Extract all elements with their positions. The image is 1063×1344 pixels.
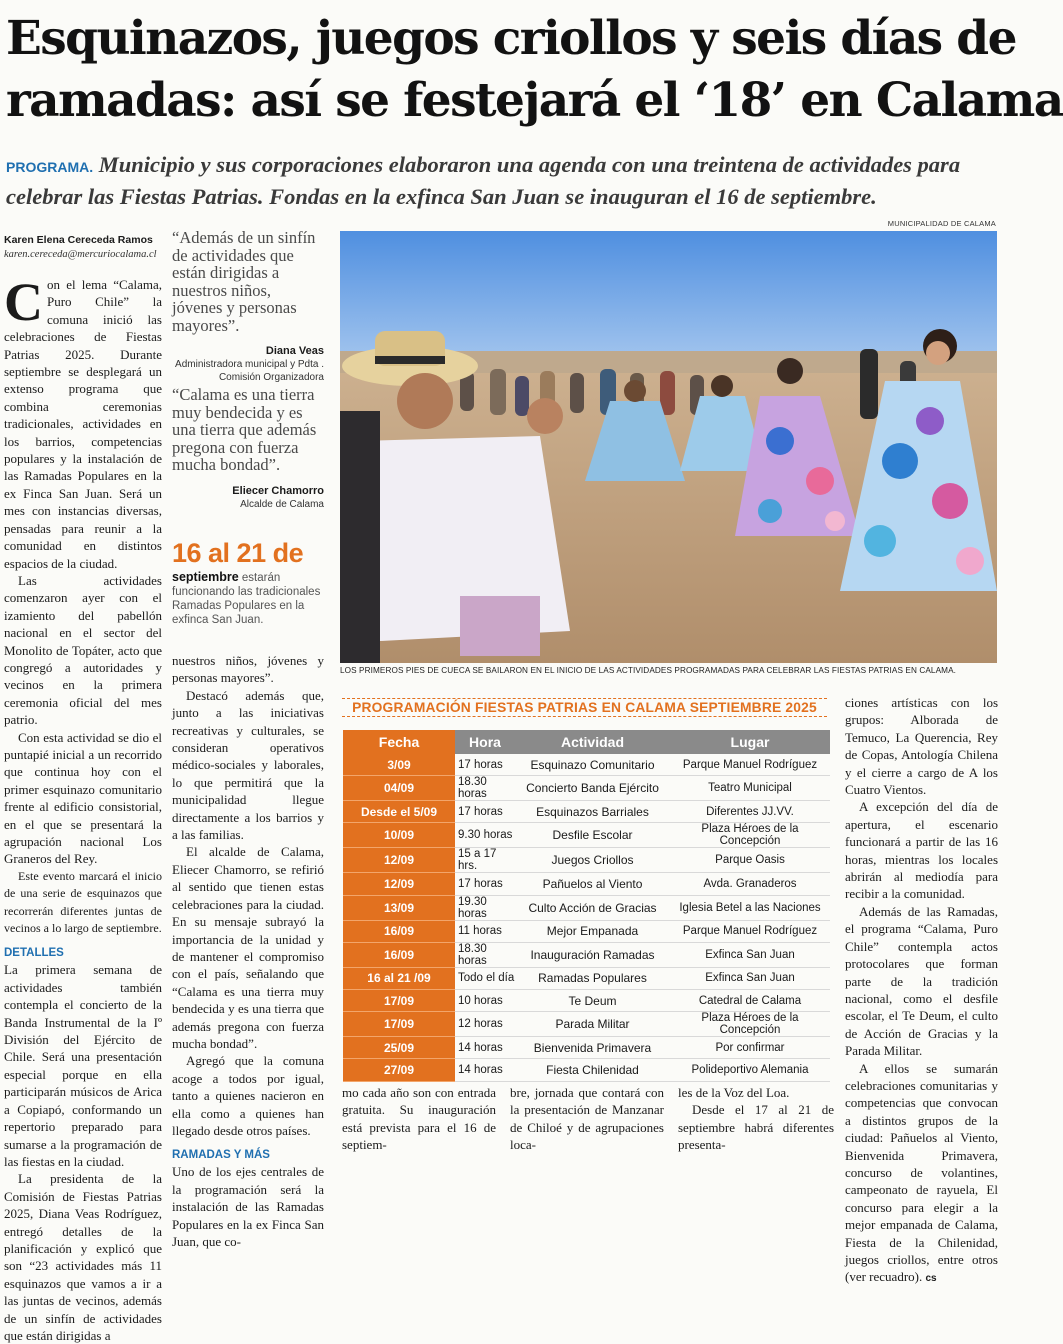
paragraph: A ellos se sumarán celebraciones comunitarias y competencias que convocan a distintos grupos de la ciudad: Pañuelos al Viento, Bienvenida Primavera, concurso de volantines, campeonato de rayuela, El concurso para elegir a la mejor empanada de Calama, Fiesta de la Chilenidad, juegos criollos, entre otros (ver recuadro). cs <box>845 1060 998 1285</box>
table-row <box>343 968 830 990</box>
table-header-row <box>343 730 830 754</box>
article-column-1 <box>4 233 162 1344</box>
table-cell: Esquinazo Comunitario <box>515 754 670 776</box>
paragraph: Este evento marcará el inicio de una serie de esquinazos que recorrerán diferentes juntas de vecinos a lo largo de septiembre. <box>4 868 162 936</box>
table-cell: Pañuelos al Viento <box>515 873 670 895</box>
table-cell: Parada Militar <box>515 1012 670 1037</box>
table-cell: 17/09 <box>343 1012 455 1037</box>
table-cell: 04/09 <box>343 776 455 801</box>
table-cell: Parque Manuel Rodríguez <box>670 754 830 776</box>
section-heading: DETALLES <box>4 947 64 960</box>
table-cell: Ramadas Populares <box>515 968 670 990</box>
pull-quote: “Además de un sinfín de actividades que están dirigidas a nuestros niños, jóvenes y personas mayores”. <box>172 228 316 335</box>
paragraph: Con el lema “Calama, Puro Chile” la comuna inició las celebraciones de Fiestas Patrias 2025. Durante septiembre se desplegará un extenso programa que combina ceremonias tradicionales, actividades en los barrios, competencias populares y la instalación de las Ramadas Populares en la ex Finca San Juan. Será un mes con instancias diversas, pensadas para reunir a la comunidad en distintos espacios de la ciudad. <box>4 272 162 571</box>
quote-block-2 <box>172 386 324 511</box>
table-cell: 10 horas <box>455 990 515 1012</box>
table-row <box>343 990 830 1012</box>
table-cell: 27/09 <box>343 1059 455 1081</box>
paragraph: La presidenta de la Comisión de Fiestas Patrias 2025, Diana Veas Rodríguez, entregó detalles de la planificación y explicó que son “23 actividades más 11 esquinazos que vamos a ir a las juntas de vecinos, además de un sinfín de actividades que están dirigidas a <box>4 1171 162 1343</box>
table-cell: 17 horas <box>455 801 515 823</box>
table-cell: Exfinca San Juan <box>670 968 830 990</box>
pull-quote: “Calama es una tierra muy bendecida y es una tierra que además pregona con fuerza mucha bondad”. <box>172 385 317 474</box>
table-row <box>343 823 830 848</box>
paragraph: nuestros niños, jóvenes y personas mayores”. <box>172 653 324 686</box>
paragraph: ciones artísticas con los grupos: Alborada de Temuco, La Querencia, Rey de Copas, Antología Chilena y el cierre a cargo de A los Cuatro Vientos. <box>845 695 998 798</box>
article-column-6 <box>845 694 998 1288</box>
article-column-4 <box>510 1084 664 1154</box>
quote-block-1 <box>172 229 324 384</box>
paragraph: mo cada año son con entrada gratuita. Su inauguración está prevista para el 16 de septiem- <box>342 1085 496 1153</box>
table-row <box>343 1059 830 1081</box>
headline-line-2: ramadas: así se festejará el ‘18’ en Calama <box>6 73 1063 128</box>
table-cell: 12 horas <box>455 1012 515 1037</box>
table-cell: Parque Oasis <box>670 848 830 873</box>
paragraph: Uno de los ejes centrales de la programación será la instalación de las Ramadas Populares en la ex Finca San Juan, que co- <box>172 1164 324 1249</box>
quote-author-role: Alcalde de Calama <box>240 498 324 510</box>
table-cell: Todo el día <box>455 968 515 990</box>
table-cell: Plaza Héroes de la Concepción <box>670 823 830 848</box>
section-heading: RAMADAS Y MÁS <box>172 1149 270 1162</box>
table-row <box>343 921 830 943</box>
end-mark: cs <box>925 1273 937 1285</box>
photo-illustration <box>340 231 997 663</box>
table-cell: 25/09 <box>343 1037 455 1059</box>
table-cell: Te Deum <box>515 990 670 1012</box>
table-cell: Catedral de Calama <box>670 990 830 1012</box>
table-cell: Concierto Banda Ejército <box>515 776 670 801</box>
paragraph: Agregó que la comuna acoge a todos por igual, tanto a quienes nacieron en ella como a quienes han llegado desde otros países. <box>172 1053 324 1138</box>
paragraph: Destacó además que, junto a las iniciativas recreativas y culturales, se consideran operativos médico-sociales y laborales, lo que permitirá que la municipalidad llegue directamente a los barrios y a las familias. <box>172 687 324 843</box>
table-row <box>343 896 830 921</box>
column-header: Lugar <box>670 730 830 754</box>
table-row <box>343 754 830 776</box>
table-cell: 14 horas <box>455 1059 515 1081</box>
table-cell: 18.30 horas <box>455 943 515 968</box>
table-cell: Desfile Escolar <box>515 823 670 848</box>
table-cell: 12/09 <box>343 873 455 895</box>
table-cell: 16/09 <box>343 943 455 968</box>
table-cell: 17 horas <box>455 754 515 776</box>
paragraph: les de la Voz del Loa. <box>678 1085 790 1100</box>
paragraph: A excepción del día de apertura, el escenario funcionará a partir de las 16 horas, mientras los locales abrirán al mediodía para recibir a la comunidad. <box>845 799 998 902</box>
table-cell: 17/09 <box>343 990 455 1012</box>
paragraph: Desde el 17 al 21 de septiembre habrá diferentes presenta- <box>678 1102 834 1153</box>
table-row <box>343 801 830 823</box>
table-row <box>343 943 830 968</box>
author-email: karen.cereceda@mercuriocalama.cl <box>4 249 157 260</box>
column-header: Fecha <box>343 730 455 754</box>
quote-author: Diana Veas <box>265 345 324 357</box>
subheadline <box>6 150 996 211</box>
article-column-2 <box>172 652 324 1250</box>
table-cell: Juegos Criollos <box>515 848 670 873</box>
table-cell: 15 a 17 hrs. <box>455 848 515 873</box>
author-name: Karen Elena Cereceda Ramos <box>4 234 153 246</box>
quote-author-role: Administradora municipal y Pdta . Comisión Organizadora <box>175 359 324 383</box>
table-cell: 16/09 <box>343 921 455 943</box>
table-cell: 14 horas <box>455 1037 515 1059</box>
highlight-dates: 16 al 21 de <box>172 538 304 568</box>
table-cell: Culto Acción de Gracias <box>515 896 670 921</box>
paragraph: El alcalde de Calama, Eliecer Chamorro, se refirió al sentido que tienen estas celebraciones para la ciudad. En su mensaje subrayó la importancia de la unidad y de mantener el compromiso con el país, señalando que “Calama es una tierra muy bendecida y es una tierra que además pregona con fuerza mucha bondad”. <box>172 844 324 1051</box>
table-row <box>343 873 830 895</box>
table-cell: 12/09 <box>343 848 455 873</box>
table-cell: Esquinazos Barriales <box>515 801 670 823</box>
table-cell: Por confirmar <box>670 1037 830 1059</box>
column-header: Actividad <box>515 730 670 754</box>
table-cell: Mejor Empanada <box>515 921 670 943</box>
table-row <box>343 1037 830 1059</box>
schedule-table <box>343 730 830 1082</box>
table-cell: Desde el 5/09 <box>343 801 455 823</box>
table-cell: Iglesia Betel a las Naciones <box>670 896 830 921</box>
table-cell: Fiesta Chilenidad <box>515 1059 670 1081</box>
paragraph: Además de las Ramadas, el programa “Calama, Puro Chile” contempla actos protocolares que forman parte de la tradición nacional, como el desfile escolar, el Te Deum, el culto de Acción de Gracias y la Parada Militar. <box>845 903 998 1059</box>
paragraph: bre, jornada que contará con la presentación de Manzanar de Chiloé y de agrupaciones loca- <box>510 1085 664 1153</box>
table-cell: 16 al 21 /09 <box>343 968 455 990</box>
highlight-text: septiembre estarán funcionando las tradicionales Ramadas Populares en la exfinca San Juan. <box>172 570 321 626</box>
column-header: Hora <box>455 730 515 754</box>
table-cell: 9.30 horas <box>455 823 515 848</box>
article-column-3 <box>342 1084 496 1154</box>
table-cell: 13/09 <box>343 896 455 921</box>
table-cell: Plaza Héroes de la Concepción <box>670 1012 830 1037</box>
subhead-text: Municipio y sus corporaciones elaboraron una agenda con una treintena de actividades para celebrar las Fiestas Patrias. Fondas en la exfinca San Juan se inauguran el 16 de septiembre. <box>6 152 961 209</box>
table-row <box>343 848 830 873</box>
table-cell: Polideportivo Alemania <box>670 1059 830 1081</box>
table-cell: Bienvenida Primavera <box>515 1037 670 1059</box>
table-cell: 18.30 horas <box>455 776 515 801</box>
table-cell: Diferentes JJ.VV. <box>670 801 830 823</box>
paragraph: Con esta actividad se dio el puntapié inicial a un recorrido que continua hoy con el primer esquinazo comunitario frente al edificio consistorial, en el que se presentará la agrupación nacional Los Graneros del Rey. <box>4 729 162 867</box>
table-cell: Inauguración Ramadas <box>515 943 670 968</box>
paragraph: Las actividades comenzaron ayer con el izamiento del pabellón nacional en el sector del Monolito de Topáter, acto que congregó a autoridades y vecinos en la primera ceremonia oficial del mes patrio. <box>4 572 162 728</box>
table-cell: 3/09 <box>343 754 455 776</box>
table-cell: 19.30 horas <box>455 896 515 921</box>
table-cell: 11 horas <box>455 921 515 943</box>
highlight-month: septiembre <box>172 570 239 584</box>
table-cell: Avda. Granaderos <box>670 873 830 895</box>
cueca-dancers-photo <box>340 231 997 663</box>
photo-credit: MUNICIPALIDAD DE CALAMA <box>887 219 996 228</box>
table-row <box>343 1012 830 1037</box>
headline-line-1: Esquinazos, juegos criollos y seis días de <box>6 11 1016 66</box>
photo-caption: LOS PRIMEROS PIES DE CUECA SE BAILARON EN EL INICIO DE LAS ACTIVIDADES PROGRAMADAS PARA CELEBRAR LAS FIESTAS PATRIAS EN CALAMA. <box>340 666 957 675</box>
article-column-5 <box>678 1084 834 1154</box>
quote-author: Eliecer Chamorro <box>232 484 324 497</box>
table-cell: 10/09 <box>343 823 455 848</box>
table-cell: Exfinca San Juan <box>670 943 830 968</box>
drop-cap: C <box>4 272 43 332</box>
table-cell: Parque Manuel Rodríguez <box>670 921 830 943</box>
subhead-kicker: PROGRAMA. <box>6 159 94 175</box>
table-cell: 17 horas <box>455 873 515 895</box>
schedule-table-title: PROGRAMACIÓN FIESTAS PATRIAS EN CALAMA SEPTIEMBRE 2025 <box>342 698 827 717</box>
table-row <box>343 776 830 801</box>
paragraph: La primera semana de actividades también contempla el concierto de la Banda Instrumental de la Iº División del Ejército de Chile. Será una presentación especial porque en ella participarán músicos de Arica a Copiapó, conformando un repertorio preparado para sumarse a la programación de las fiestas en la ciudad. <box>4 962 162 1169</box>
headline <box>6 8 1063 132</box>
table-cell: Teatro Municipal <box>670 776 830 801</box>
